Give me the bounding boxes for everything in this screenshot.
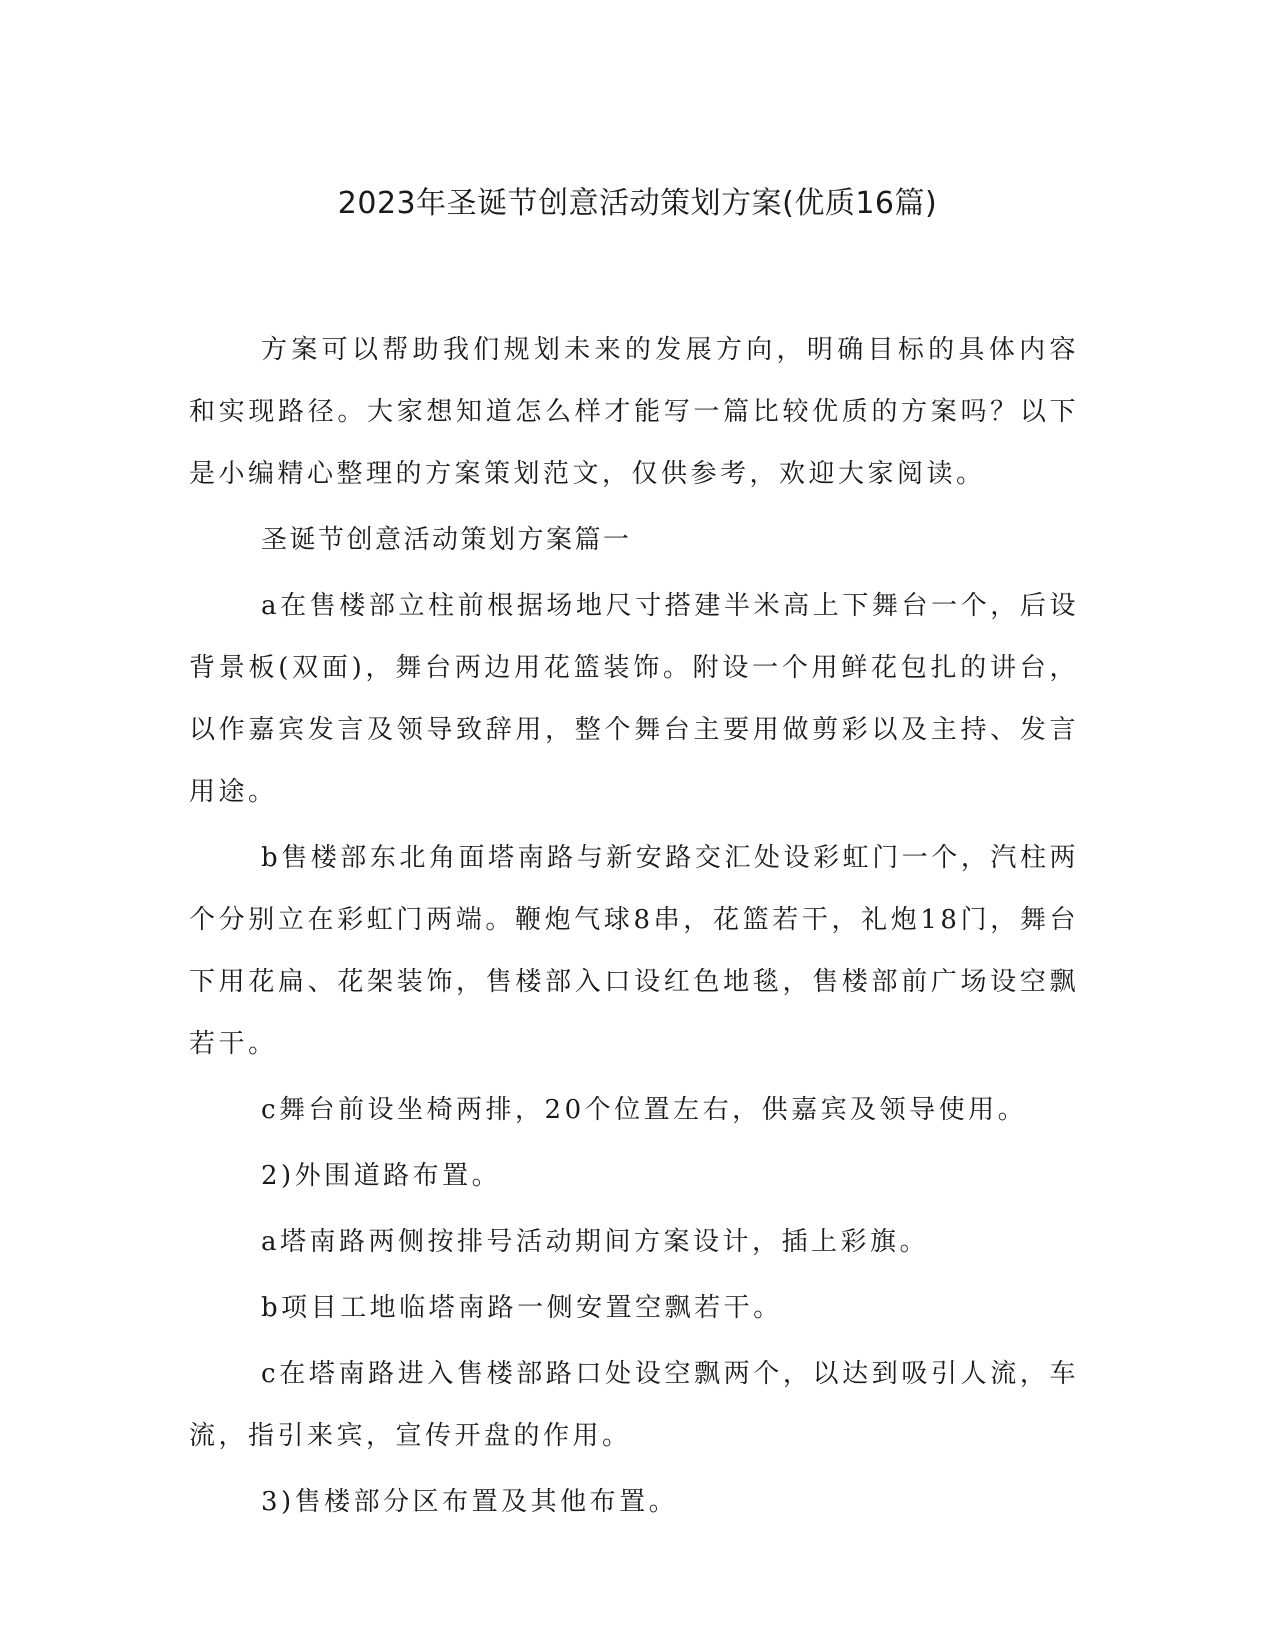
body-paragraph: b项目工地临塔南路一侧安置空飘若干。 bbox=[261, 1293, 783, 1323]
subsection-heading: 3)售楼部分区布置及其他布置。 bbox=[261, 1487, 679, 1517]
body-paragraph: c舞台前设坐椅两排，20个位置左右，供嘉宾及领导使用。 bbox=[261, 1095, 1028, 1125]
document-body bbox=[189, 319, 1079, 1537]
body-paragraph: c在塔南路进入售楼部路口处设空飘两个，以达到吸引人流，车流，指引来宾，宣传开盘的作用。 bbox=[189, 1359, 1079, 1451]
subsection-heading: 2)外围道路布置。 bbox=[261, 1161, 502, 1191]
intro-paragraph: 方案可以帮助我们规划未来的发展方向，明确目标的具体内容和实现路径。大家想知道怎么样才能写一篇比较优质的方案吗？以下是小编精心整理的方案策划范文，仅供参考，欢迎大家阅读。 bbox=[189, 335, 1079, 489]
body-paragraph: b售楼部东北角面塔南路与新安路交汇处设彩虹门一个，汽柱两个分别立在彩虹门两端。鞭炮气球8串，花篮若干，礼炮18门，舞台下用花扁、花架装饰，售楼部入口设红色地毯，售楼部前广场设空飘若干。 bbox=[189, 843, 1079, 1059]
body-paragraph: a在售楼部立柱前根据场地尺寸搭建半米高上下舞台一个，后设背景板(双面)，舞台两边用花篮装饰。附设一个用鲜花包扎的讲台，以作嘉宾发言及领导致辞用，整个舞台主要用做剪彩以及主持、发言用途。 bbox=[189, 591, 1079, 807]
body-paragraph: a塔南路两侧按排号活动期间方案设计，插上彩旗。 bbox=[261, 1227, 930, 1257]
document-title: 2023年圣诞节创意活动策划方案(优质16篇) bbox=[337, 186, 938, 221]
section-heading: 圣诞节创意活动策划方案篇一 bbox=[261, 525, 632, 555]
